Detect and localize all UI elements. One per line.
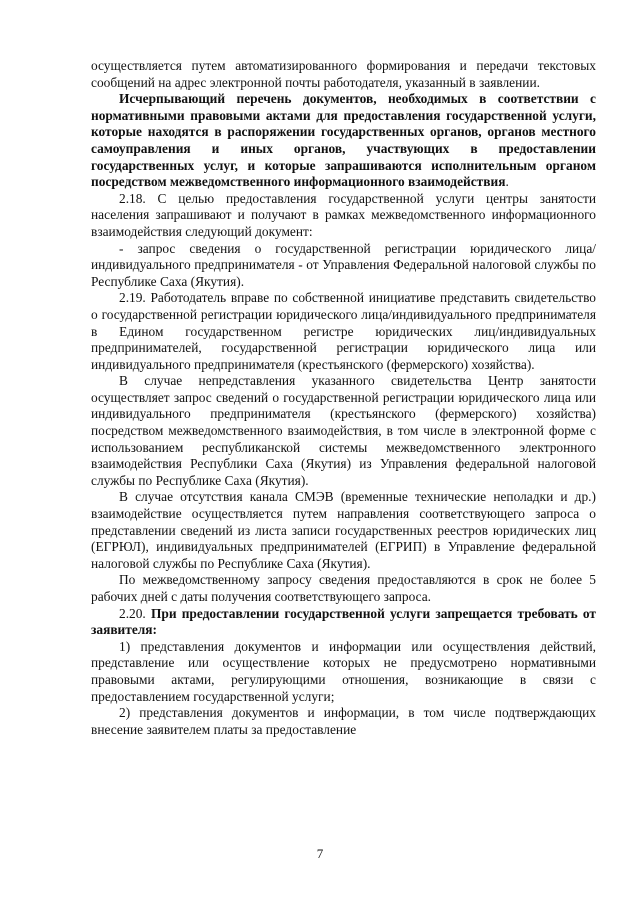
- paragraph-email-notification: осуществляется путем автоматизированного формирования и передачи текстовых сообщений на адрес электронной почты работодателя, указанный в заявлении.: [91, 58, 596, 90]
- paragraph-2-20: [91, 606, 596, 639]
- paragraph-request-item: - запрос сведения о государственной регистрации юридического лица/индивидуального предпринимателя - от Управления Федеральной налоговой службы по Республике Саха (Якутия).: [91, 240, 596, 289]
- section-heading-documents-list: [91, 91, 596, 191]
- paragraph-2-20-number: 2.20.: [119, 605, 146, 621]
- section-heading-period: .: [505, 174, 509, 190]
- paragraph-2-18: 2.18. С целью предоставления государственной услуги центры занятости населения запрашивают и получают в рамках межведомственного информационного взаимодействия следующий документ:: [91, 190, 596, 239]
- section-heading-text: Исчерпывающий перечень документов, необходимых в соответствии с нормативными правовыми актами для предоставления государственной услуги, которые находятся в распоряжении государственных органов, органов местного самоуправления и иных органов, участвующих в предоставлении государственных услуг, и которые запрашиваются исполнительным органом посредством межведомственного информационного взаимодействия: [91, 91, 596, 190]
- paragraph-request-deadline: По межведомственному запросу сведения предоставляются в срок не более 5 рабочих дней с даты получения соответствующего запроса.: [91, 572, 596, 604]
- list-item-2: 2) представления документов и информации, в том числе подтверждающих внесение заявителем платы за предоставление: [91, 705, 596, 737]
- paragraph-non-submission: В случае непредставления указанного свидетельства Центр занятости осуществляет запрос сведений о государственной регистрации юридического лица или индивидуального предпринимателя (крестьянского (фермерского) хозяйства) посредством межведомственного взаимодействия, в том числе в электронной форме с использованием республиканской системы межведомственного электронного взаимодействия Республики Саха (Якутия) из Управления федеральной налоговой службы по Республике Саха (Якутия).: [91, 373, 596, 488]
- list-item-1: 1) представления документов и информации или осуществления действий, представление или осуществление которых не предусмотрено нормативными правовыми актами, регулирующими отношения, возникающие в связи с предоставлением государственной услуги;: [91, 638, 596, 704]
- page-number: 7: [316, 846, 324, 861]
- paragraph-2-20-heading: При предоставлении государственной услуги запрещается требовать от заявителя:: [91, 605, 596, 638]
- document-page: [91, 58, 596, 738]
- paragraph-smev-absence: В случае отсутствия канала СМЭВ (временные технические неполадки и др.) взаимодействие осуществляется путем направления соответствующего запроса о представлении сведений из листа записи государственных реестров юридических лиц (ЕГРЮЛ), индивидуальных предпринимателей (ЕГРИП) в Управление федеральной налоговой службы по Республике Саха (Якутия).: [91, 489, 596, 571]
- paragraph-2-19: 2.19. Работодатель вправе по собственной инициативе представить свидетельство о государственной регистрации юридического лица/индивидуального предпринимателя в Едином государственном регистре юридических лиц/индивидуальных предпринимателей, государственной регистрации юридического лица или индивидуального предпринимателя (крестьянского (фермерского) хозяйства).: [91, 290, 596, 372]
